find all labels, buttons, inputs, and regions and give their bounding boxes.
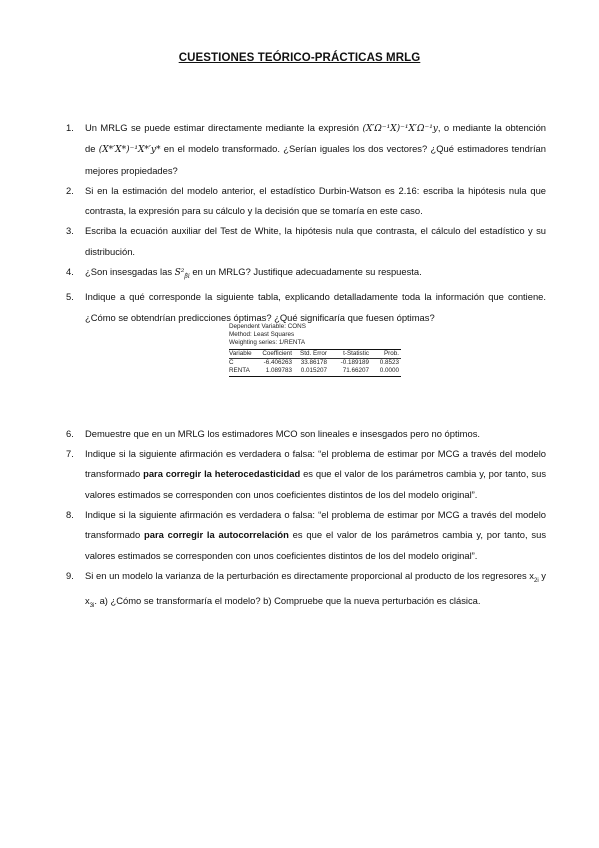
table-cell: 33.86178 [300, 358, 327, 366]
question-text: Si en un modelo la varianza de la perturbación es directamente proporcional al producto de los regresores x [85, 569, 534, 581]
question-number: 4. [66, 266, 74, 278]
question-number: 2. [66, 184, 74, 196]
subscript: 2i [533, 577, 539, 584]
question-number: 1. [66, 122, 74, 133]
question-4 [66, 262, 546, 287]
column-header: Variable [229, 349, 252, 357]
question-text: . a) ¿Cómo se transformaría el modelo? b) Compruebe que la nueva perturbación es clásica. [94, 595, 481, 607]
weighting-series: Weighting series: 1/RENTA [229, 339, 306, 347]
question-9 [66, 566, 546, 616]
table-cell: -6.406263 [263, 358, 292, 366]
question-8 [66, 505, 546, 566]
subscript: 3i [89, 602, 95, 609]
math-expression: S² [174, 268, 185, 279]
question-text: Indique si la siguiente afirmación es verdadera o falsa: “el problema de estimar por MCG a través del modelo transformado [85, 448, 546, 480]
column-header: Coefficient [262, 349, 292, 357]
question-text: Un MRLG se puede estimar directamente mediante la expresión [85, 122, 363, 133]
table-cell: 1.089783 [265, 367, 292, 375]
table-header-row [229, 350, 401, 358]
question-2 [66, 181, 546, 222]
column-header: Std. Error [300, 349, 327, 357]
question-text: Si en la estimación del modelo anterior, el estadístico Durbin-Watson es 2.16: escriba la hipótesis nula que contrasta, la expresión para su cálculo y la decisión que se tomaría en este caso. [85, 184, 546, 217]
question-number: 6. [66, 427, 74, 439]
question-text: es que el valor de los parámetros cambia y, por tanto, sus valores estimados se corresponden con unos coeficientes distintos de los del modelo original”. [85, 468, 547, 500]
question-7 [66, 444, 546, 505]
question-number: 5. [66, 291, 74, 303]
table-cell: 0.8523 [379, 358, 399, 366]
table-cell: 71.66207 [342, 367, 369, 375]
regression-output-table [229, 323, 401, 377]
question-text: , o mediante la obtención de [85, 122, 546, 155]
table-cell: C [229, 358, 234, 366]
question-text: Escriba la ecuación auxiliar del Test de White, la hipótesis nula que contrasta, el cálculo del estadístico y su distribución. [85, 225, 546, 257]
document-title: CUESTIONES TEÓRICO-PRÁCTICAS MRLG [178, 52, 421, 64]
question-text: Indique si la siguiente afirmación es verdadera o falsa: “el problema de estimar por MCG a través del modelo transformado [85, 509, 546, 541]
question-number: 7. [66, 448, 74, 460]
column-header: t-Statistic [343, 349, 369, 357]
question-emphasis: para corregir la autocorrelación [144, 529, 289, 541]
question-text: es que el valor de los parámetros cambia y, por tanto, sus valores estimados se corresponden con unos coeficientes distintos de los del modelo original”. [85, 529, 547, 561]
question-1 [66, 118, 546, 181]
table-cell: RENTA [229, 367, 250, 375]
question-emphasis: para corregir la heterocedasticidad [143, 468, 301, 480]
math-subscript: β̂i [184, 272, 190, 280]
question-number: 3. [66, 225, 74, 237]
question-6 [66, 424, 546, 444]
table-cell: 0.015207 [300, 367, 327, 375]
table-rule [229, 376, 401, 377]
column-header: Prob. [383, 349, 399, 357]
estimation-method: Method: Least Squares [229, 331, 295, 339]
dependent-variable: Dependent Variable: CONS [229, 323, 306, 330]
math-expression: (X′Ω⁻¹X)⁻¹X′Ω⁻¹y [362, 124, 438, 134]
question-text: Indique a qué corresponde la siguiente tabla, explicando detalladamente toda la información que contiene. ¿Cómo se obtendrían predicciones óptimas? ¿Qué significaría que fuesen óptimas? [85, 291, 546, 323]
question-3 [66, 221, 546, 262]
table-cell: 0.0000 [379, 367, 399, 375]
question-5 [66, 287, 546, 328]
table-row [229, 359, 401, 367]
question-text: y x [85, 569, 546, 607]
question-number: 8. [66, 509, 74, 521]
question-text: en un MRLG? Justifique adecuadamente su respuesta. [189, 266, 422, 278]
question-text: Demuestre que en un MRLG los estimadores MCO son lineales e insesgados pero no óptimos. [85, 427, 480, 439]
math-expression: (X*′X*)⁻¹X*′y* [98, 145, 161, 156]
table-row [229, 367, 401, 375]
question-text: ¿Son insesgadas las [85, 266, 175, 278]
table-cell: -0.189189 [340, 358, 369, 366]
question-number: 9. [66, 569, 74, 581]
question-text: en el modelo transformado. ¿Serían iguales los dos vectores? ¿Qué estimadores tendrían mejores propiedades? [85, 143, 546, 176]
